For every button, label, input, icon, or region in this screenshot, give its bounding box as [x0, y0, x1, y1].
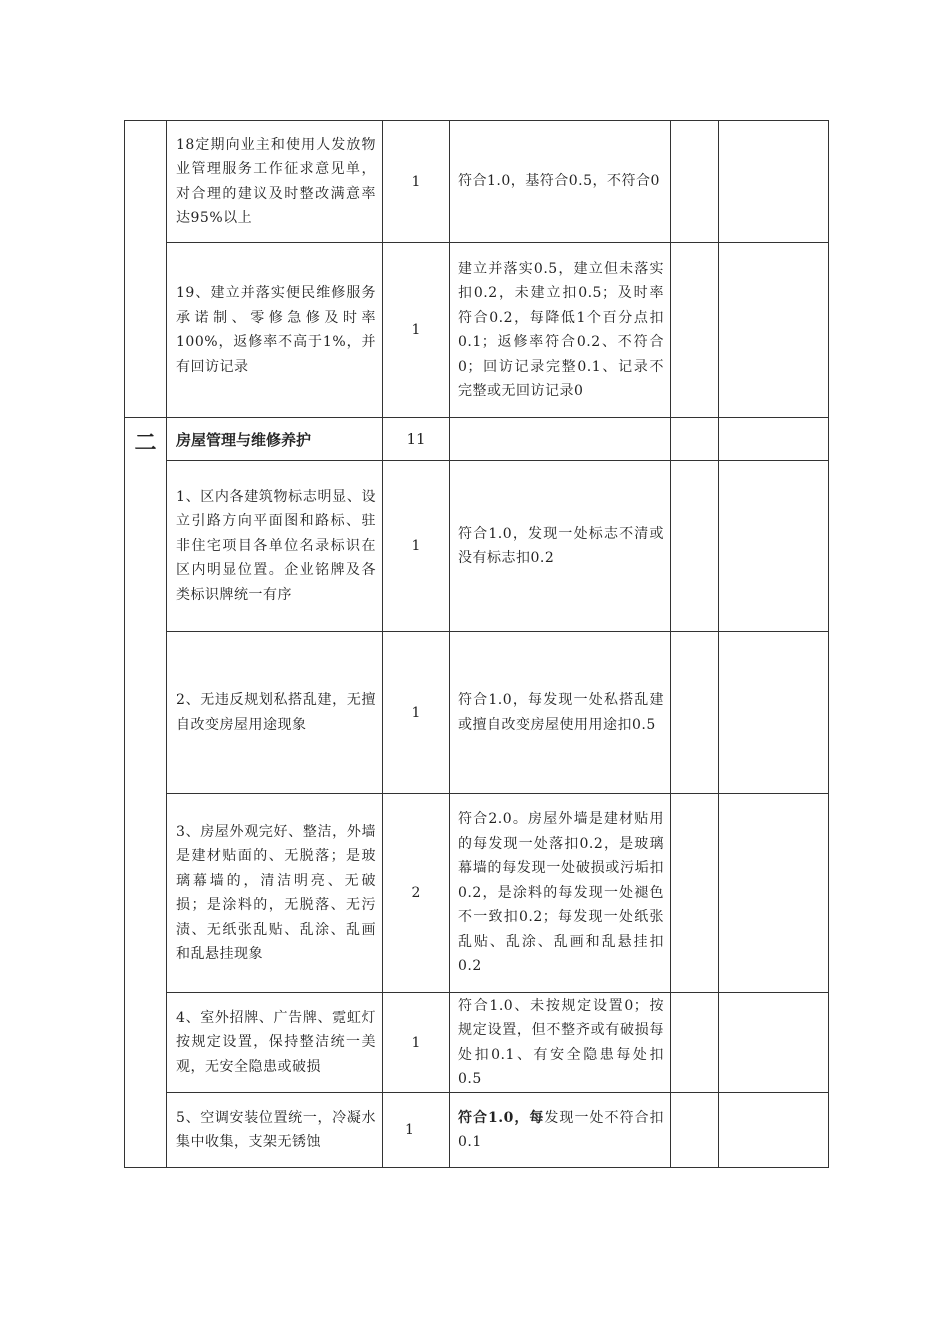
- table-row: [125, 632, 829, 794]
- empty-cell: [671, 993, 719, 1093]
- empty-cell: [719, 794, 829, 993]
- criteria-text: 符合1.0，每发现一处私搭乱建或擅自改变房屋使用用途扣0.5: [450, 632, 671, 794]
- item-text: 19、建立并落实便民维修服务承诺制、零修急修及时率100%，返修率不高于1%，并有回访记录: [167, 243, 383, 418]
- empty-cell: [719, 418, 829, 461]
- section-title: 房屋管理与维修养护: [167, 418, 383, 461]
- empty-cell: [450, 418, 671, 461]
- score-cell: 1: [383, 632, 450, 794]
- score-cell: 1: [383, 1093, 450, 1168]
- criteria-text: 符合2.0。房屋外墙是建材贴用的每发现一处落扣0.2，是玻璃幕墙的每发现一处破损或污垢扣0.2，是涂料的每发现一处褪色不一致扣0.2；每发现一处纸张乱贴、乱涂、乱画和乱悬挂扣0.2: [450, 794, 671, 993]
- empty-cell: [671, 461, 719, 632]
- empty-cell: [671, 418, 719, 461]
- empty-cell: [719, 993, 829, 1093]
- empty-cell: [719, 461, 829, 632]
- empty-cell: [719, 632, 829, 794]
- score-cell: 1: [383, 121, 450, 243]
- score-cell: 1: [383, 461, 450, 632]
- criteria-text: 符合1.0，发现一处标志不清或没有标志扣0.2: [450, 461, 671, 632]
- section-cell-empty: [125, 121, 167, 418]
- empty-cell: [719, 243, 829, 418]
- item-text: 5、空调安装位置统一，冷凝水集中收集，支架无锈蚀: [167, 1093, 383, 1168]
- table-row: [125, 461, 829, 632]
- score-cell: 2: [383, 794, 450, 993]
- criteria-rest-text: 发现一处不符合扣0.1: [458, 1109, 665, 1150]
- table-row: [125, 794, 829, 993]
- empty-cell: [719, 1093, 829, 1168]
- score-cell: 1: [383, 993, 450, 1093]
- item-text: 1、区内各建筑物标志明显、设立引路方向平面图和路标、驻非住宅项目各单位名录标识在区内明显位置。企业铭牌及各类标识牌统一有序: [167, 461, 383, 632]
- empty-cell: [671, 632, 719, 794]
- criteria-text: 建立并落实0.5，建立但未落实扣0.2，未建立扣0.5；及时率符合0.2，每降低1个百分点扣0.1；返修率符合0.2、不符合0；回访记录完整0.1、记录不完整或无回访记录0: [450, 243, 671, 418]
- empty-cell: [671, 794, 719, 993]
- item-text: 2、无违反规划私搭乱建，无擅自改变房屋用途现象: [167, 632, 383, 794]
- table-row: [125, 243, 829, 418]
- empty-cell: [671, 243, 719, 418]
- item-text: 3、房屋外观完好、整洁，外墙是建材贴面的、无脱落；是玻璃幕墙的，清洁明亮、无破损；是涂料的，无脱落、无污渍、无纸张乱贴、乱涂、乱画和乱悬挂现象: [167, 794, 383, 993]
- section-number: 二: [125, 418, 167, 1168]
- item-text: 18定期向业主和使用人发放物业管理服务工作征求意见单，对合理的建议及时整改满意率达95%以上: [167, 121, 383, 243]
- section-score: 11: [383, 418, 450, 461]
- criteria-text: 符合1.0、未按规定设置0；按规定设置，但不整齐或有破损每处扣0.1、有安全隐患每处扣0.5: [450, 993, 671, 1093]
- criteria-lead-text: 符合1.0，每: [458, 1109, 545, 1126]
- criteria-text: 符合1.0，基符合0.5，不符合0: [450, 121, 671, 243]
- table-row: [125, 121, 829, 243]
- table-row: [125, 993, 829, 1093]
- section-header-row: [125, 418, 829, 461]
- score-cell: 1: [383, 243, 450, 418]
- empty-cell: [719, 121, 829, 243]
- empty-cell: [671, 121, 719, 243]
- empty-cell: [671, 1093, 719, 1168]
- criteria-cell: [450, 1093, 671, 1168]
- table-row: [125, 1093, 829, 1168]
- item-text: 4、室外招牌、广告牌、霓虹灯按规定设置，保持整洁统一美观，无安全隐患或破损: [167, 993, 383, 1093]
- evaluation-table: [124, 120, 829, 1168]
